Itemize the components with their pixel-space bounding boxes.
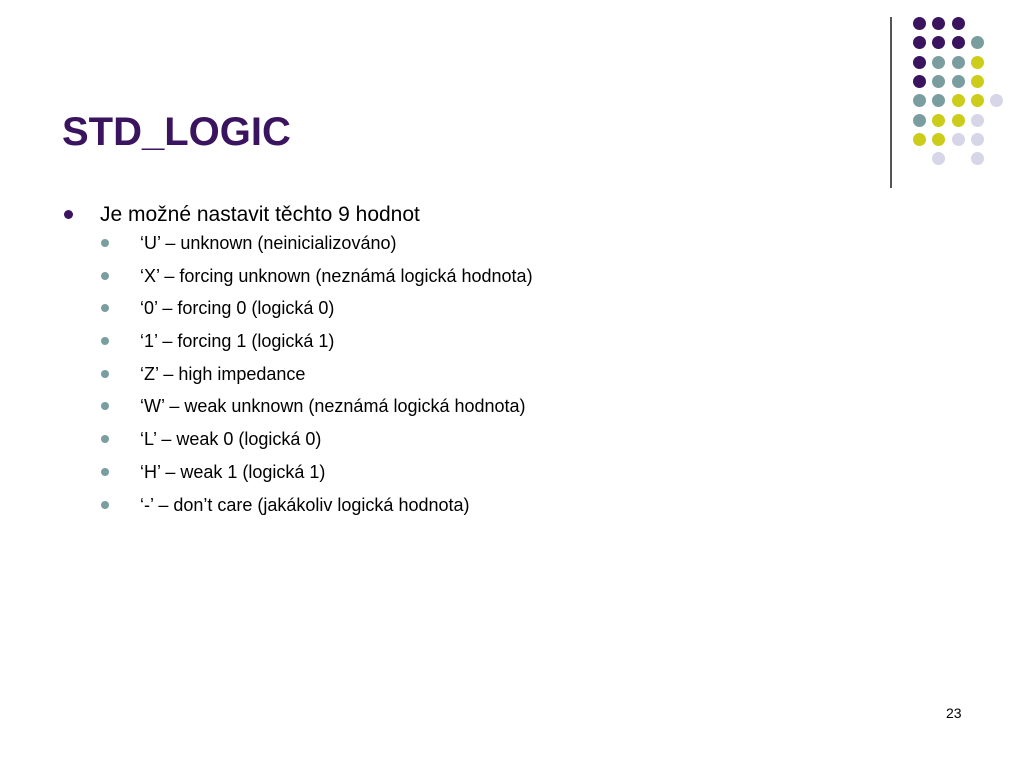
decorative-dot	[971, 114, 984, 127]
sub-bullet-text: ‘L’ – weak 0 (logická 0)	[140, 429, 322, 450]
sub-bullet-item	[62, 428, 862, 450]
decorative-dot	[971, 152, 984, 165]
decorative-dot	[913, 56, 926, 69]
decorative-dot	[932, 36, 945, 49]
main-bullet-text: Je možné nastavit těchto 9 hodnot	[100, 203, 420, 226]
bullet-dot-icon	[101, 468, 109, 476]
bullet-dot-icon	[101, 435, 109, 443]
page-number: 23	[946, 705, 962, 721]
sub-bullet-item	[62, 232, 862, 254]
sub-bullet-item	[62, 265, 862, 287]
decorative-dot	[952, 114, 965, 127]
decorative-dot	[952, 94, 965, 107]
decorative-dot	[913, 133, 926, 146]
decorative-dot	[971, 75, 984, 88]
decorative-dot	[932, 17, 945, 30]
sub-bullet-item	[62, 494, 862, 516]
sub-bullet-text: ‘-’ – don’t care (jakákoliv logická hodnota)	[140, 494, 470, 515]
decorative-dot	[952, 75, 965, 88]
bullet-dot-icon	[101, 501, 109, 509]
decorative-dot	[971, 94, 984, 107]
decorative-dot	[913, 36, 926, 49]
slide-title: STD_LOGIC	[62, 110, 291, 154]
decorative-dot	[952, 133, 965, 146]
decorative-dot	[990, 94, 1003, 107]
sub-bullet-item	[62, 395, 862, 417]
decorative-dot	[913, 17, 926, 30]
bullet-dot-icon	[101, 272, 109, 280]
decorative-dot-grid	[0, 0, 1024, 200]
decorative-dot	[971, 56, 984, 69]
decorative-dot	[932, 114, 945, 127]
decorative-dot	[932, 152, 945, 165]
sub-bullet-list	[62, 232, 862, 516]
sub-bullet-text: ‘W’ – weak unknown (neznámá logická hodnota)	[140, 396, 526, 417]
decorative-dot	[913, 94, 926, 107]
slide-content	[62, 200, 862, 526]
bullet-dot-icon	[101, 304, 109, 312]
sub-bullet-text: ‘1’ – forcing 1 (logická 1)	[140, 331, 335, 352]
decorative-dot	[952, 56, 965, 69]
sub-bullet-text: ‘Z’ – high impedance	[140, 363, 306, 384]
sub-bullet-item	[62, 461, 862, 483]
bullet-dot-icon	[101, 337, 109, 345]
vertical-divider	[890, 17, 892, 188]
sub-bullet-text: ‘H’ – weak 1 (logická 1)	[140, 461, 326, 482]
decorative-dot	[932, 56, 945, 69]
decorative-dot	[971, 36, 984, 49]
sub-bullet-item	[62, 363, 862, 385]
bullet-dot-icon	[64, 210, 73, 219]
sub-bullet-item	[62, 297, 862, 319]
decorative-dot	[932, 133, 945, 146]
bullet-dot-icon	[101, 370, 109, 378]
bullet-dot-icon	[101, 402, 109, 410]
main-bullet-item	[62, 200, 862, 230]
sub-bullet-item	[62, 330, 862, 352]
decorative-dot	[913, 114, 926, 127]
decorative-dot	[971, 133, 984, 146]
sub-bullet-text: ‘0’ – forcing 0 (logická 0)	[140, 298, 335, 319]
sub-bullet-text: ‘X’ – forcing unknown (neznámá logická hodnota)	[140, 265, 533, 286]
decorative-dot	[952, 17, 965, 30]
bullet-dot-icon	[101, 239, 109, 247]
sub-bullet-text: ‘U’ – unknown (neinicializováno)	[140, 233, 397, 253]
decorative-dot	[952, 36, 965, 49]
decorative-dot	[932, 75, 945, 88]
decorative-dot	[913, 75, 926, 88]
decorative-dot	[932, 94, 945, 107]
